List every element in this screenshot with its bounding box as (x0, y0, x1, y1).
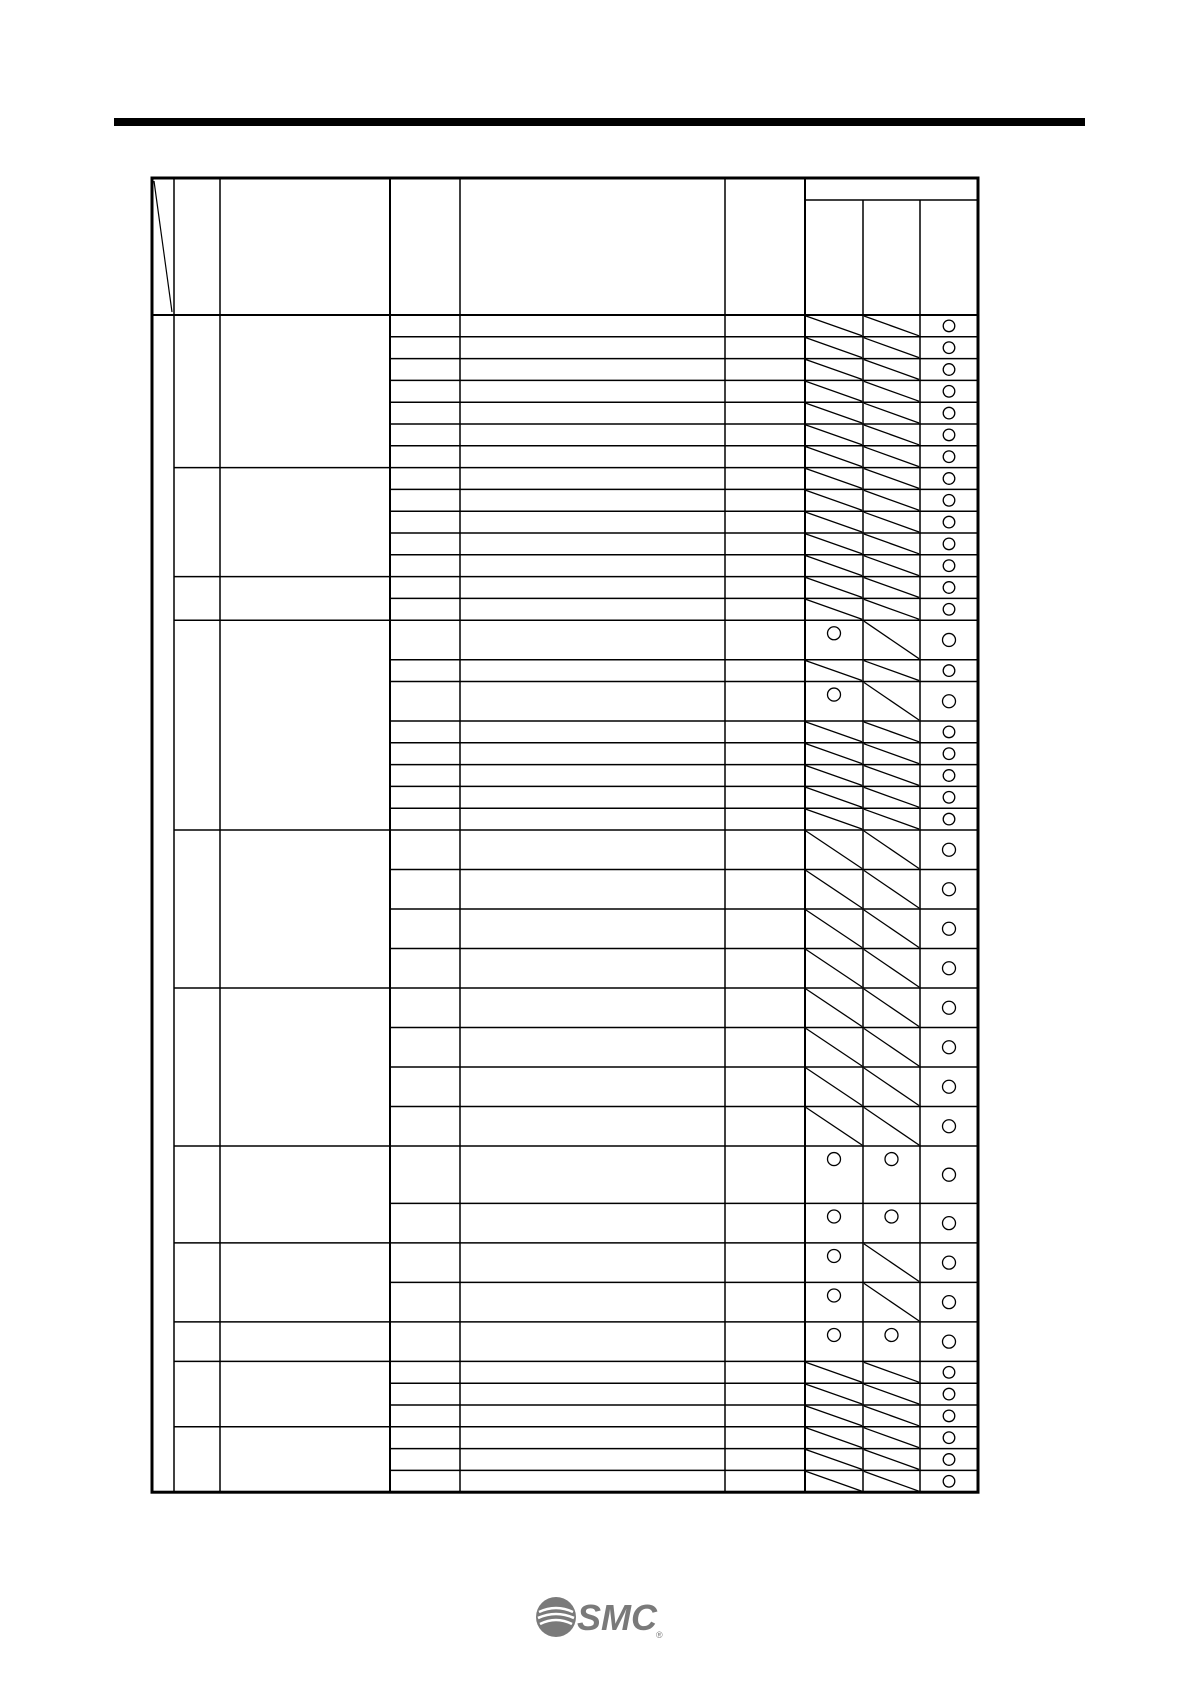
not-applicable-slash (806, 316, 862, 336)
applicable-circle-mark (943, 1432, 955, 1444)
not-applicable-slash (864, 1428, 919, 1448)
applicable-circle-mark (943, 695, 956, 708)
applicable-circle-mark (943, 495, 955, 507)
applicable-circle-mark (943, 1367, 955, 1379)
not-applicable-slash (806, 512, 862, 532)
not-applicable-slash (864, 950, 919, 988)
not-applicable-slash (806, 534, 862, 554)
applicable-circle-mark (943, 1454, 955, 1466)
applicable-circle-mark (943, 560, 955, 572)
applicable-circle-mark (943, 748, 955, 760)
not-applicable-slash (806, 360, 862, 380)
applicable-circle-mark (943, 1217, 956, 1230)
not-applicable-slash (864, 831, 919, 869)
applicable-circle-mark (943, 633, 956, 646)
not-applicable-slash (864, 621, 919, 659)
applicable-circle-mark (885, 1328, 898, 1341)
not-applicable-slash (806, 1362, 862, 1382)
applicable-circle-mark (828, 1210, 841, 1223)
not-applicable-slash (806, 871, 862, 909)
not-applicable-slash (864, 722, 919, 742)
not-applicable-slash (806, 1450, 862, 1470)
applicable-circle-mark (943, 538, 955, 550)
not-applicable-slash (864, 556, 919, 576)
applicable-circle-mark (943, 516, 955, 528)
not-applicable-slash (864, 490, 919, 510)
not-applicable-slash (864, 766, 919, 786)
not-applicable-slash (806, 989, 862, 1027)
not-applicable-slash (864, 871, 919, 909)
applicable-circle-mark (943, 962, 956, 975)
applicable-circle-mark (943, 429, 955, 441)
applicable-circle-mark (943, 1410, 955, 1422)
applicable-circle-mark (828, 1153, 841, 1166)
not-applicable-slash (864, 1384, 919, 1404)
not-applicable-slash (864, 534, 919, 554)
applicable-circle-mark (828, 1328, 841, 1341)
not-applicable-slash (806, 1108, 862, 1146)
not-applicable-slash (806, 447, 862, 467)
not-applicable-slash (806, 1029, 862, 1067)
applicable-circle-mark (943, 1256, 956, 1269)
not-applicable-slash (806, 950, 862, 988)
registered-mark: ® (656, 1630, 663, 1640)
not-applicable-slash (864, 1471, 919, 1491)
not-applicable-slash (806, 338, 862, 358)
not-applicable-slash (806, 1428, 862, 1448)
applicable-circle-mark (943, 342, 955, 354)
not-applicable-slash (864, 744, 919, 764)
applicable-circle-mark (943, 813, 955, 825)
applicable-circle-mark (943, 1080, 956, 1093)
logo-text: SMC (577, 1597, 657, 1638)
not-applicable-slash (864, 512, 919, 532)
not-applicable-slash (806, 1384, 862, 1404)
applicable-circle-mark (943, 1041, 956, 1054)
not-applicable-slash (806, 831, 862, 869)
applicable-circle-mark (943, 1476, 955, 1488)
not-applicable-slash (806, 766, 862, 786)
not-applicable-slash (806, 381, 862, 401)
applicable-circle-mark (943, 770, 955, 782)
applicable-circle-mark (943, 792, 955, 804)
applicable-circle-mark (828, 1289, 841, 1302)
applicable-circle-mark (828, 627, 841, 640)
smc-logo (535, 1592, 670, 1642)
not-applicable-slash (806, 1068, 862, 1106)
not-applicable-slash (864, 1406, 919, 1426)
not-applicable-slash (806, 599, 862, 619)
not-applicable-slash (864, 989, 919, 1027)
applicable-circle-mark (828, 688, 841, 701)
not-applicable-slash (864, 425, 919, 445)
applicable-circle-mark (943, 386, 955, 398)
not-applicable-slash (864, 787, 919, 807)
applicable-circle-mark (943, 473, 955, 485)
not-applicable-slash (806, 910, 862, 948)
not-applicable-slash (864, 338, 919, 358)
not-applicable-slash (806, 425, 862, 445)
not-applicable-slash (864, 910, 919, 948)
applicable-circle-mark (885, 1210, 898, 1223)
not-applicable-slash (806, 722, 862, 742)
applicable-circle-mark (943, 407, 955, 419)
not-applicable-slash (864, 1450, 919, 1470)
smc-swirl-logo-icon (536, 1597, 576, 1637)
not-applicable-slash (806, 556, 862, 576)
not-applicable-slash (864, 599, 919, 619)
not-applicable-slash (864, 1029, 919, 1067)
applicable-circle-mark (943, 320, 955, 332)
not-applicable-slash (864, 809, 919, 829)
applicable-circle-mark (943, 922, 956, 935)
not-applicable-slash (806, 1471, 862, 1491)
not-applicable-slash (864, 316, 919, 336)
not-applicable-slash (864, 1108, 919, 1146)
not-applicable-slash (864, 1244, 919, 1282)
applicable-circle-mark (943, 1296, 956, 1309)
not-applicable-slash (864, 1362, 919, 1382)
applicable-circle-mark (943, 364, 955, 376)
applicable-circle-mark (943, 1335, 956, 1348)
applicable-circle-mark (943, 883, 956, 896)
applicable-circle-mark (943, 1388, 955, 1400)
not-applicable-slash (806, 787, 862, 807)
applicable-circle-mark (943, 1001, 956, 1014)
applicable-circle-mark (943, 604, 955, 616)
not-applicable-slash (864, 1068, 919, 1106)
header-diagonal (154, 181, 172, 312)
applicable-circle-mark (943, 451, 955, 463)
not-applicable-slash (864, 1283, 919, 1321)
applicable-circle-mark (943, 1120, 956, 1133)
not-applicable-slash (806, 809, 862, 829)
not-applicable-slash (806, 490, 862, 510)
not-applicable-slash (864, 381, 919, 401)
not-applicable-slash (864, 578, 919, 598)
applicable-circle-mark (885, 1153, 898, 1166)
not-applicable-slash (806, 1406, 862, 1426)
applicable-circle-mark (828, 1249, 841, 1262)
not-applicable-slash (806, 469, 862, 489)
applicable-circle-mark (943, 665, 955, 677)
not-applicable-slash (864, 683, 919, 721)
not-applicable-slash (864, 447, 919, 467)
not-applicable-slash (864, 661, 919, 681)
not-applicable-slash (806, 403, 862, 423)
applicable-circle-mark (943, 843, 956, 856)
not-applicable-slash (864, 360, 919, 380)
not-applicable-slash (864, 469, 919, 489)
table-border (152, 178, 978, 1492)
applicable-circle-mark (943, 726, 955, 738)
not-applicable-slash (806, 661, 862, 681)
applicable-circle-mark (943, 582, 955, 594)
not-applicable-slash (864, 403, 919, 423)
not-applicable-slash (806, 578, 862, 598)
not-applicable-slash (806, 744, 862, 764)
applicable-circle-mark (943, 1168, 956, 1181)
